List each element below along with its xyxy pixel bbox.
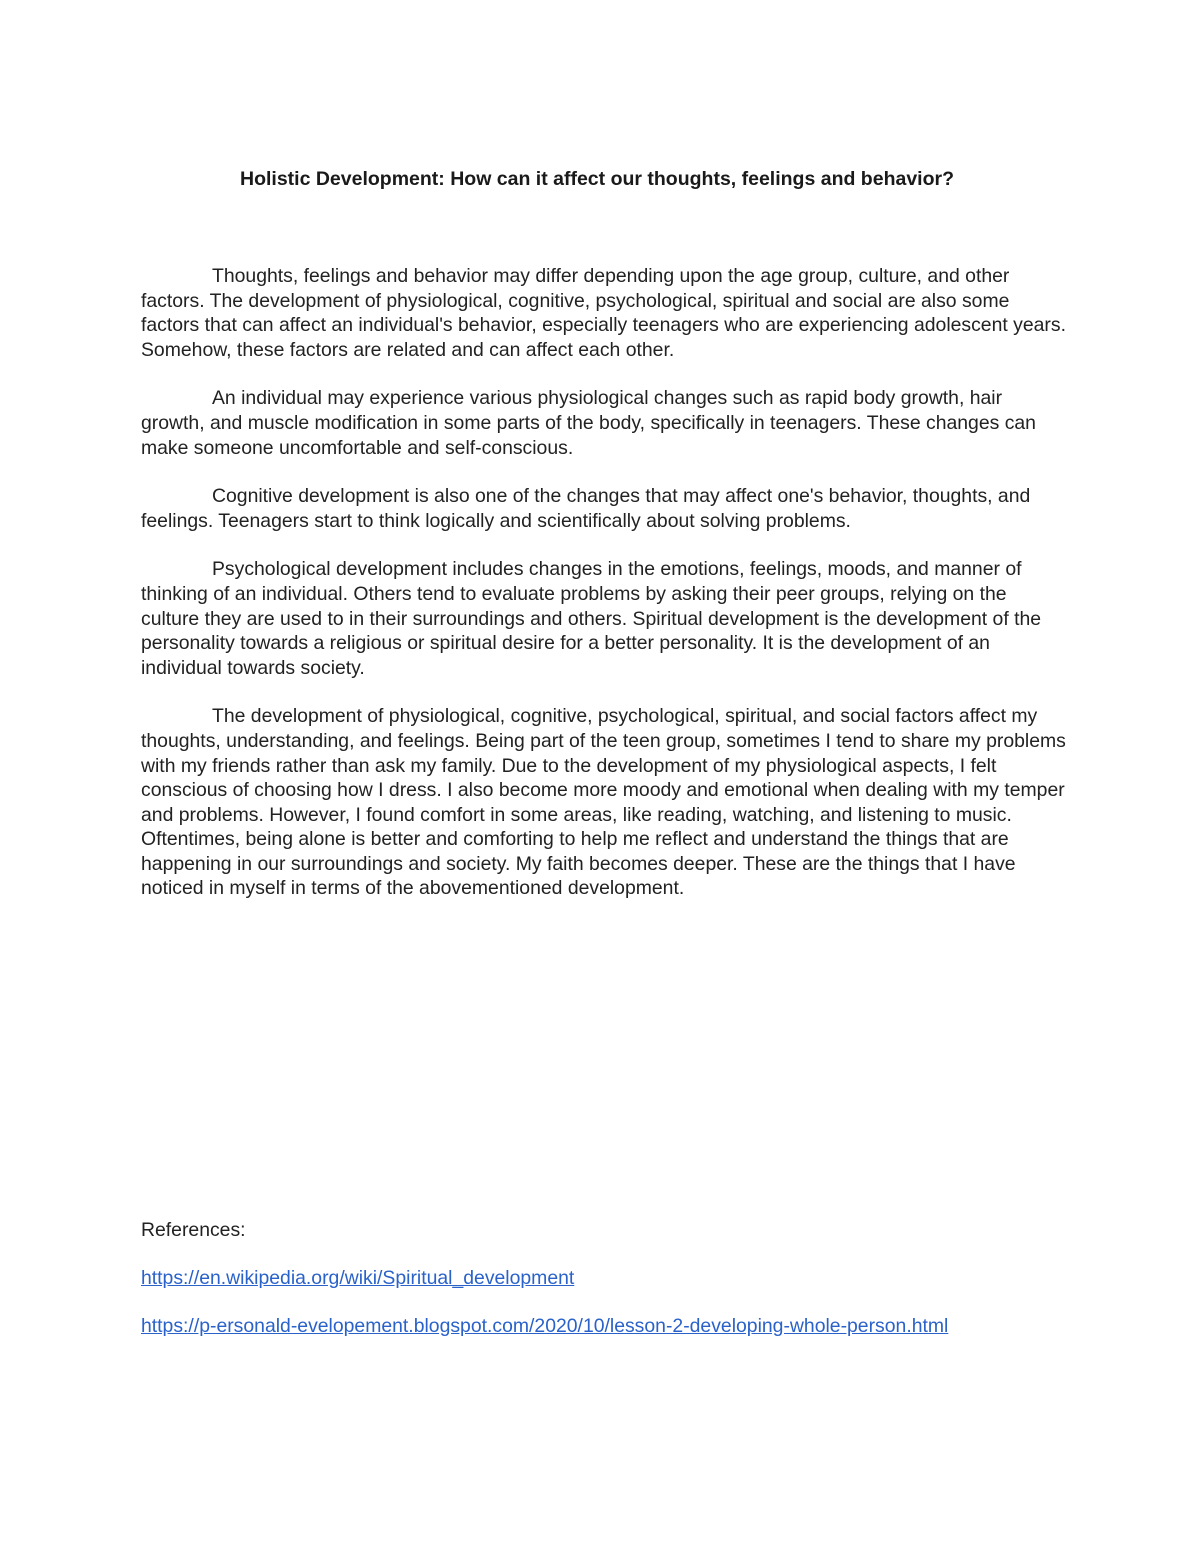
reference-link-blogspot[interactable]: https://p-ersonald-evelopement.blogspot.com/2020/10/lesson-2-developing-whole-person.html — [141, 1315, 949, 1337]
references-section — [141, 1217, 1101, 1361]
references-heading: References: — [141, 1219, 246, 1241]
document-body — [141, 264, 1066, 925]
paragraph-reflection: The development of physiological, cognitive, psychological, spiritual, and social factors affect my thoughts, understanding, and feelings. Being part of the teen group, sometimes I tend to share my problems with my friends rather than ask my family. Due to the development of my physiological aspects, I felt conscious of choosing how I dress. I also become more moody and emotional when dealing with my temper and problems. However, I found comfort in some areas, like reading, watching, and listening to music. Oftentimes, being alone is better and comforting to help me reflect and understand the things that are happening in our surroundings and society. My faith becomes deeper. These are the things that I have noticed in myself in terms of the abovementioned development. — [141, 705, 1066, 900]
document-title: Holistic Development: How can it affect our thoughts, feelings and behavior? — [240, 168, 954, 190]
paragraph-intro: Thoughts, feelings and behavior may differ depending upon the age group, culture, and other factors. The development of physiological, cognitive, psychological, spiritual and social are also some factors that can affect an individual's behavior, especially teenagers who are experiencing adolescent years. Somehow, these factors are related and can affect each other. — [141, 265, 1066, 361]
paragraph-cognitive: Cognitive development is also one of the changes that may affect one's behavior, thoughts, and feelings. Teenagers start to think logically and scientifically about solving problems. — [141, 485, 1031, 532]
reference-link-wikipedia[interactable]: https://en.wikipedia.org/wiki/Spiritual_development — [141, 1267, 575, 1289]
paragraph-psychological: Psychological development includes changes in the emotions, feelings, moods, and manner of thinking of an individual. Others tend to evaluate problems by asking their peer groups, relying on the culture they are used to in their surroundings and others. Spiritual development is the development of the personality towards a religious or spiritual desire for a better personality. It is the development of an individual towards society. — [141, 558, 1042, 679]
paragraph-physiological: An individual may experience various physiological changes such as rapid body growth, hair growth, and muscle modification in some parts of the body, specifically in teenagers. These changes can make someone uncomfortable and self-conscious. — [141, 387, 1036, 459]
